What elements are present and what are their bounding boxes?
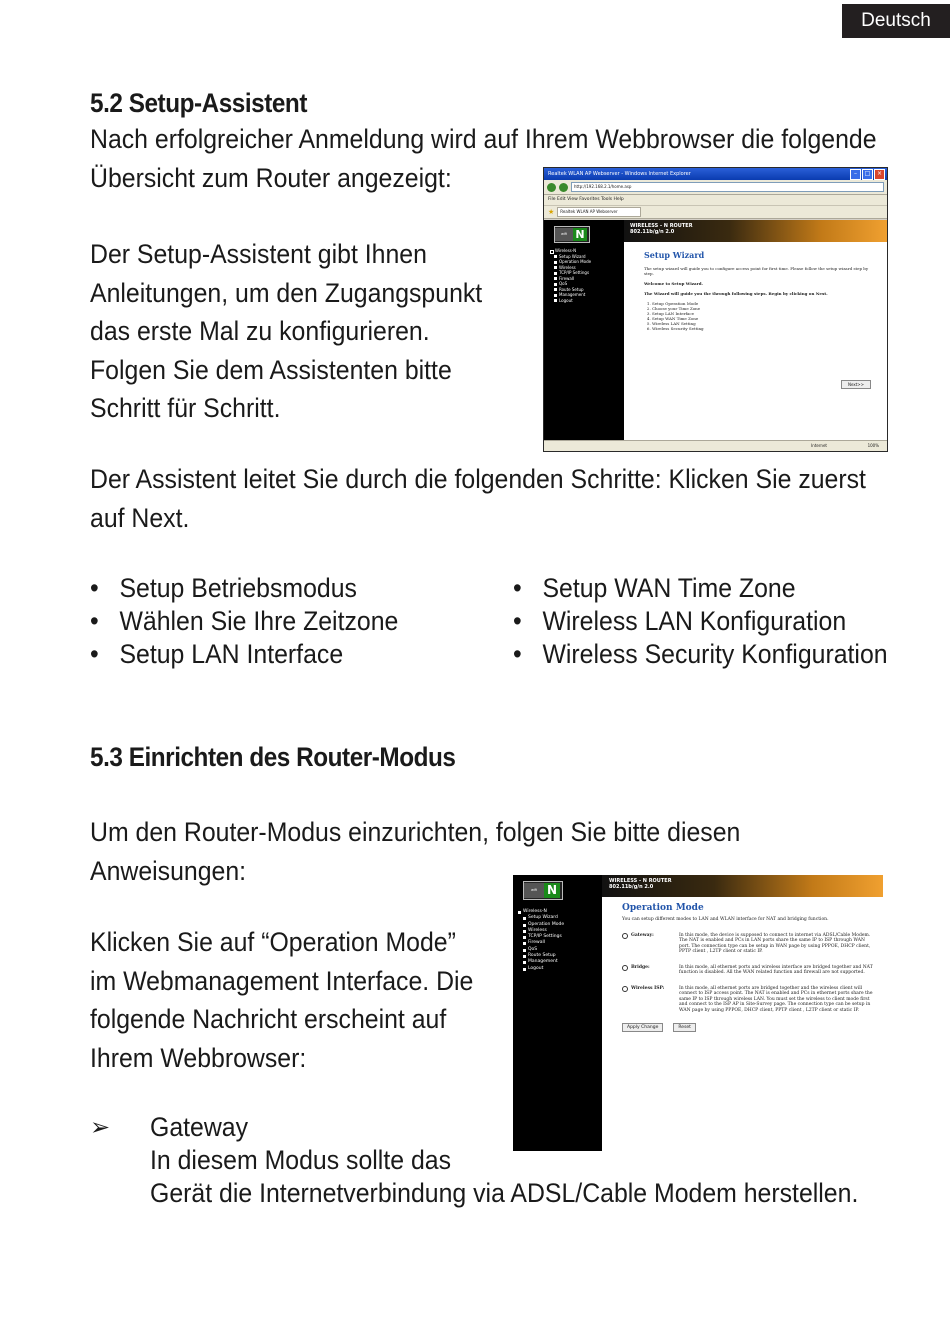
router-banner	[602, 875, 883, 897]
section-5-3-title: 5.3 Einrichten des Router-Modus	[90, 742, 456, 772]
text-line: im Webmanagement Interface. Die	[90, 965, 474, 996]
arrow-bullet-icon: ➢	[90, 1114, 111, 1141]
wizard-steps	[652, 301, 879, 331]
mode-description: In this mode, all ethernet ports and wireless interface are bridged together and NAT function is disabled. All the WAN related function and firewall are not supported.	[679, 964, 873, 975]
text-line: Der Assistent leitet Sie durch die folgenden Schritte: Klicken Sie zuerst	[90, 464, 866, 494]
menu-item[interactable]: Route Setup	[550, 287, 591, 293]
menu-item[interactable]: Operation Mode	[518, 922, 564, 928]
forward-icon	[559, 183, 568, 192]
list-item: • Setup WAN Time Zone	[513, 572, 888, 605]
menu-item[interactable]: Route Setup	[518, 953, 564, 959]
n-logo-text: N	[573, 228, 587, 241]
router-banner-text: WIRELESS - N ROUTER 802.11b/g/n 2.0	[630, 223, 693, 235]
list-item: • Setup LAN Interface	[90, 638, 398, 671]
operation-mode-content	[622, 903, 875, 1032]
back-icon	[547, 183, 556, 192]
n-logo-text: N	[544, 883, 560, 898]
reset-button[interactable]: Reset	[673, 1023, 696, 1032]
menu-item[interactable]: TCP/IP Settings	[550, 270, 591, 276]
favorites-star-icon: ★	[548, 208, 555, 216]
router-sidebar	[513, 875, 602, 1151]
menu-item[interactable]: Management	[518, 959, 564, 965]
text-line: Anweisungen:	[90, 855, 247, 886]
section-5-2-title: 5.2 Setup-Assistent	[90, 88, 307, 118]
gateway-title: Gateway	[150, 1112, 249, 1142]
wizard-step: 3. Setup LAN Interface	[652, 311, 879, 316]
text-line: Nach erfolgreicher Anmeldung wird auf Ihrem Webbrowser die folgende	[90, 124, 877, 154]
wifi-n-logo	[554, 226, 590, 243]
menu-item[interactable]: Wireless	[550, 265, 591, 271]
close-icon: ×	[874, 169, 885, 180]
router-menu	[550, 248, 591, 303]
text-line: Gerät die Internetverbindung via ADSL/Cable Modem herstellen.	[150, 1178, 859, 1208]
menu-item[interactable]: Wireless-N	[550, 248, 591, 254]
router-banner-text: WIRELESS - N ROUTER 802.11b/g/n 2.0	[609, 878, 672, 890]
menu-item[interactable]: Management	[550, 292, 591, 298]
list-item: • Setup Betriebsmodus	[90, 572, 398, 605]
wifi-logo-text: wifi	[524, 883, 544, 898]
menu-item[interactable]: Firewall	[518, 940, 564, 946]
menu-item[interactable]: Logout	[518, 966, 564, 972]
wifi-logo-text: wifi	[555, 228, 573, 241]
wizard-guide: The Wizard will guide you the through following steps. Begin by clicking on Next.	[644, 291, 828, 296]
apply-change-button[interactable]: Apply Change	[622, 1023, 663, 1032]
status-zone: Internet	[811, 443, 827, 448]
browser-tab: Realtek WLAN AP Webserver	[557, 207, 641, 217]
menu-item[interactable]: Setup Wizard	[550, 254, 591, 260]
mode-label: Gateway:	[631, 932, 654, 938]
browser-tabs	[544, 206, 887, 219]
bullet-list-left	[90, 572, 398, 671]
router-sidebar	[544, 220, 624, 441]
mode-row-gateway	[622, 933, 875, 955]
menu-item[interactable]: Setup Wizard	[518, 915, 564, 921]
browser-status-bar	[544, 440, 887, 451]
mode-row-bridge	[622, 965, 875, 976]
text-line: Der Setup-Assistent gibt Ihnen	[90, 239, 427, 269]
menu-item[interactable]: Firewall	[550, 276, 591, 282]
section-5-2-steps-text	[90, 460, 866, 537]
status-zoom: 100%	[867, 443, 879, 448]
wireless-isp-radio[interactable]	[622, 986, 628, 992]
menu-item[interactable]: Logout	[550, 298, 591, 304]
maximize-icon: □	[862, 169, 873, 180]
text-line: das erste Mal zu konfigurieren.	[90, 316, 430, 346]
mode-row-wireless-isp	[622, 986, 875, 1014]
menu-item[interactable]: Operation Mode	[550, 259, 591, 265]
list-item: • Wireless Security Konfiguration	[513, 638, 888, 671]
text-line: Anleitungen, um den Zugangspunkt	[90, 277, 483, 308]
wizard-step: 2. Choose your Time Zone	[652, 306, 879, 311]
wizard-step: 5. Wireless LAN Setting	[652, 321, 879, 326]
text-line: In diesem Modus sollte das	[150, 1145, 451, 1175]
language-label: Deutsch	[861, 10, 931, 31]
browser-titlebar	[544, 168, 887, 180]
text-line: Um den Router-Modus einzurichten, folgen Sie bitte diesen	[90, 817, 741, 847]
list-item: • Wireless LAN Konfiguration	[513, 605, 888, 638]
list-item: • Wählen Sie Ihre Zeitzone	[90, 605, 398, 638]
mode-description: In this mode, all ethernet ports are bridged together and the wireless client will connect to ISP access point. The NAT is enabled and PCs in ethernet ports share the same IP to ISP through wireless LAN. You must set the wireless to client mode first and connect to the ISP AP in Site-Survey page. The connection type can be setup in WAN page by using PPPOE, DHCP client, PPTP client , L2TP client or static IP.	[679, 985, 873, 1013]
text-line: auf Next.	[90, 502, 190, 533]
browser-address-bar	[544, 180, 887, 195]
menu-item[interactable]: Wireless	[518, 928, 564, 934]
bullet-list-right	[513, 572, 888, 671]
wizard-content	[644, 250, 879, 387]
text-line: Klicken Sie auf “Operation Mode”	[90, 927, 456, 957]
text-line: Ihrem Webbrowser:	[90, 1042, 307, 1073]
router-banner	[624, 220, 887, 242]
menu-item[interactable]: QoS	[550, 281, 591, 287]
browser-content	[544, 220, 887, 441]
wizard-welcome: Welcome to Setup Wizard.	[644, 281, 703, 286]
wizard-step: 1. Setup Operation Mode	[652, 301, 879, 306]
text-line: Schritt für Schritt.	[90, 393, 281, 423]
operation-mode-screenshot	[513, 875, 883, 1151]
operation-mode-title: Operation Mode	[622, 903, 704, 913]
wifi-n-logo	[523, 881, 563, 900]
window-controls	[850, 169, 885, 180]
browser-window-title: Realtek WLAN AP Webserver - Windows Internet Explorer	[548, 171, 691, 177]
language-tab	[842, 4, 950, 38]
text-line: Übersicht zum Router angezeigt:	[90, 162, 452, 193]
gateway-block	[150, 1111, 858, 1210]
menu-item[interactable]: QoS	[518, 947, 564, 953]
wizard-step: 6. Wireless Security Setting	[652, 326, 879, 331]
operation-mode-description: You can setup different modes to LAN and WLAN interface for NAT and bridging function.	[622, 917, 829, 922]
next-button[interactable]: Next>>	[841, 380, 871, 389]
wizard-page-title: Setup Wizard	[644, 250, 705, 260]
menu-item[interactable]: TCP/IP Settings	[518, 934, 564, 940]
section-5-2-description	[90, 235, 482, 428]
bridge-radio[interactable]	[622, 965, 628, 971]
mode-label: Bridge:	[631, 964, 650, 970]
browser-menu-bar: File Edit View Favorites Tools Help	[544, 195, 887, 206]
router-menu	[518, 909, 564, 972]
section-5-3-description	[90, 923, 473, 1077]
wizard-intro: The setup wizard will guide you to configure access point for first time. Please follow the setup wizard step by step.	[644, 266, 869, 276]
mode-label: Wireless ISP:	[631, 985, 665, 991]
address-url: http://192.168.2.1/home.asp	[571, 182, 884, 192]
wizard-step: 4. Setup WAN Time Zone	[652, 316, 879, 321]
operation-mode-buttons	[622, 1023, 875, 1032]
gateway-radio[interactable]	[622, 933, 628, 939]
minimize-icon: –	[850, 169, 861, 180]
menu-item[interactable]: Wireless-N	[518, 909, 564, 915]
setup-wizard-screenshot	[543, 167, 888, 452]
mode-description: In this mode, the device is supposed to connect to internet via ADSL/Cable Modem. The NAT is enabled and PCs in LAN ports share the same IP to ISP through WAN port. The connection type can be setup in WAN page by using PPPOE, DHCP client, PPTP client , L2TP client or static IP.	[679, 932, 871, 954]
text-line: Folgen Sie dem Assistenten bitte	[90, 354, 452, 385]
text-line: folgende Nachricht erscheint auf	[90, 1004, 447, 1034]
